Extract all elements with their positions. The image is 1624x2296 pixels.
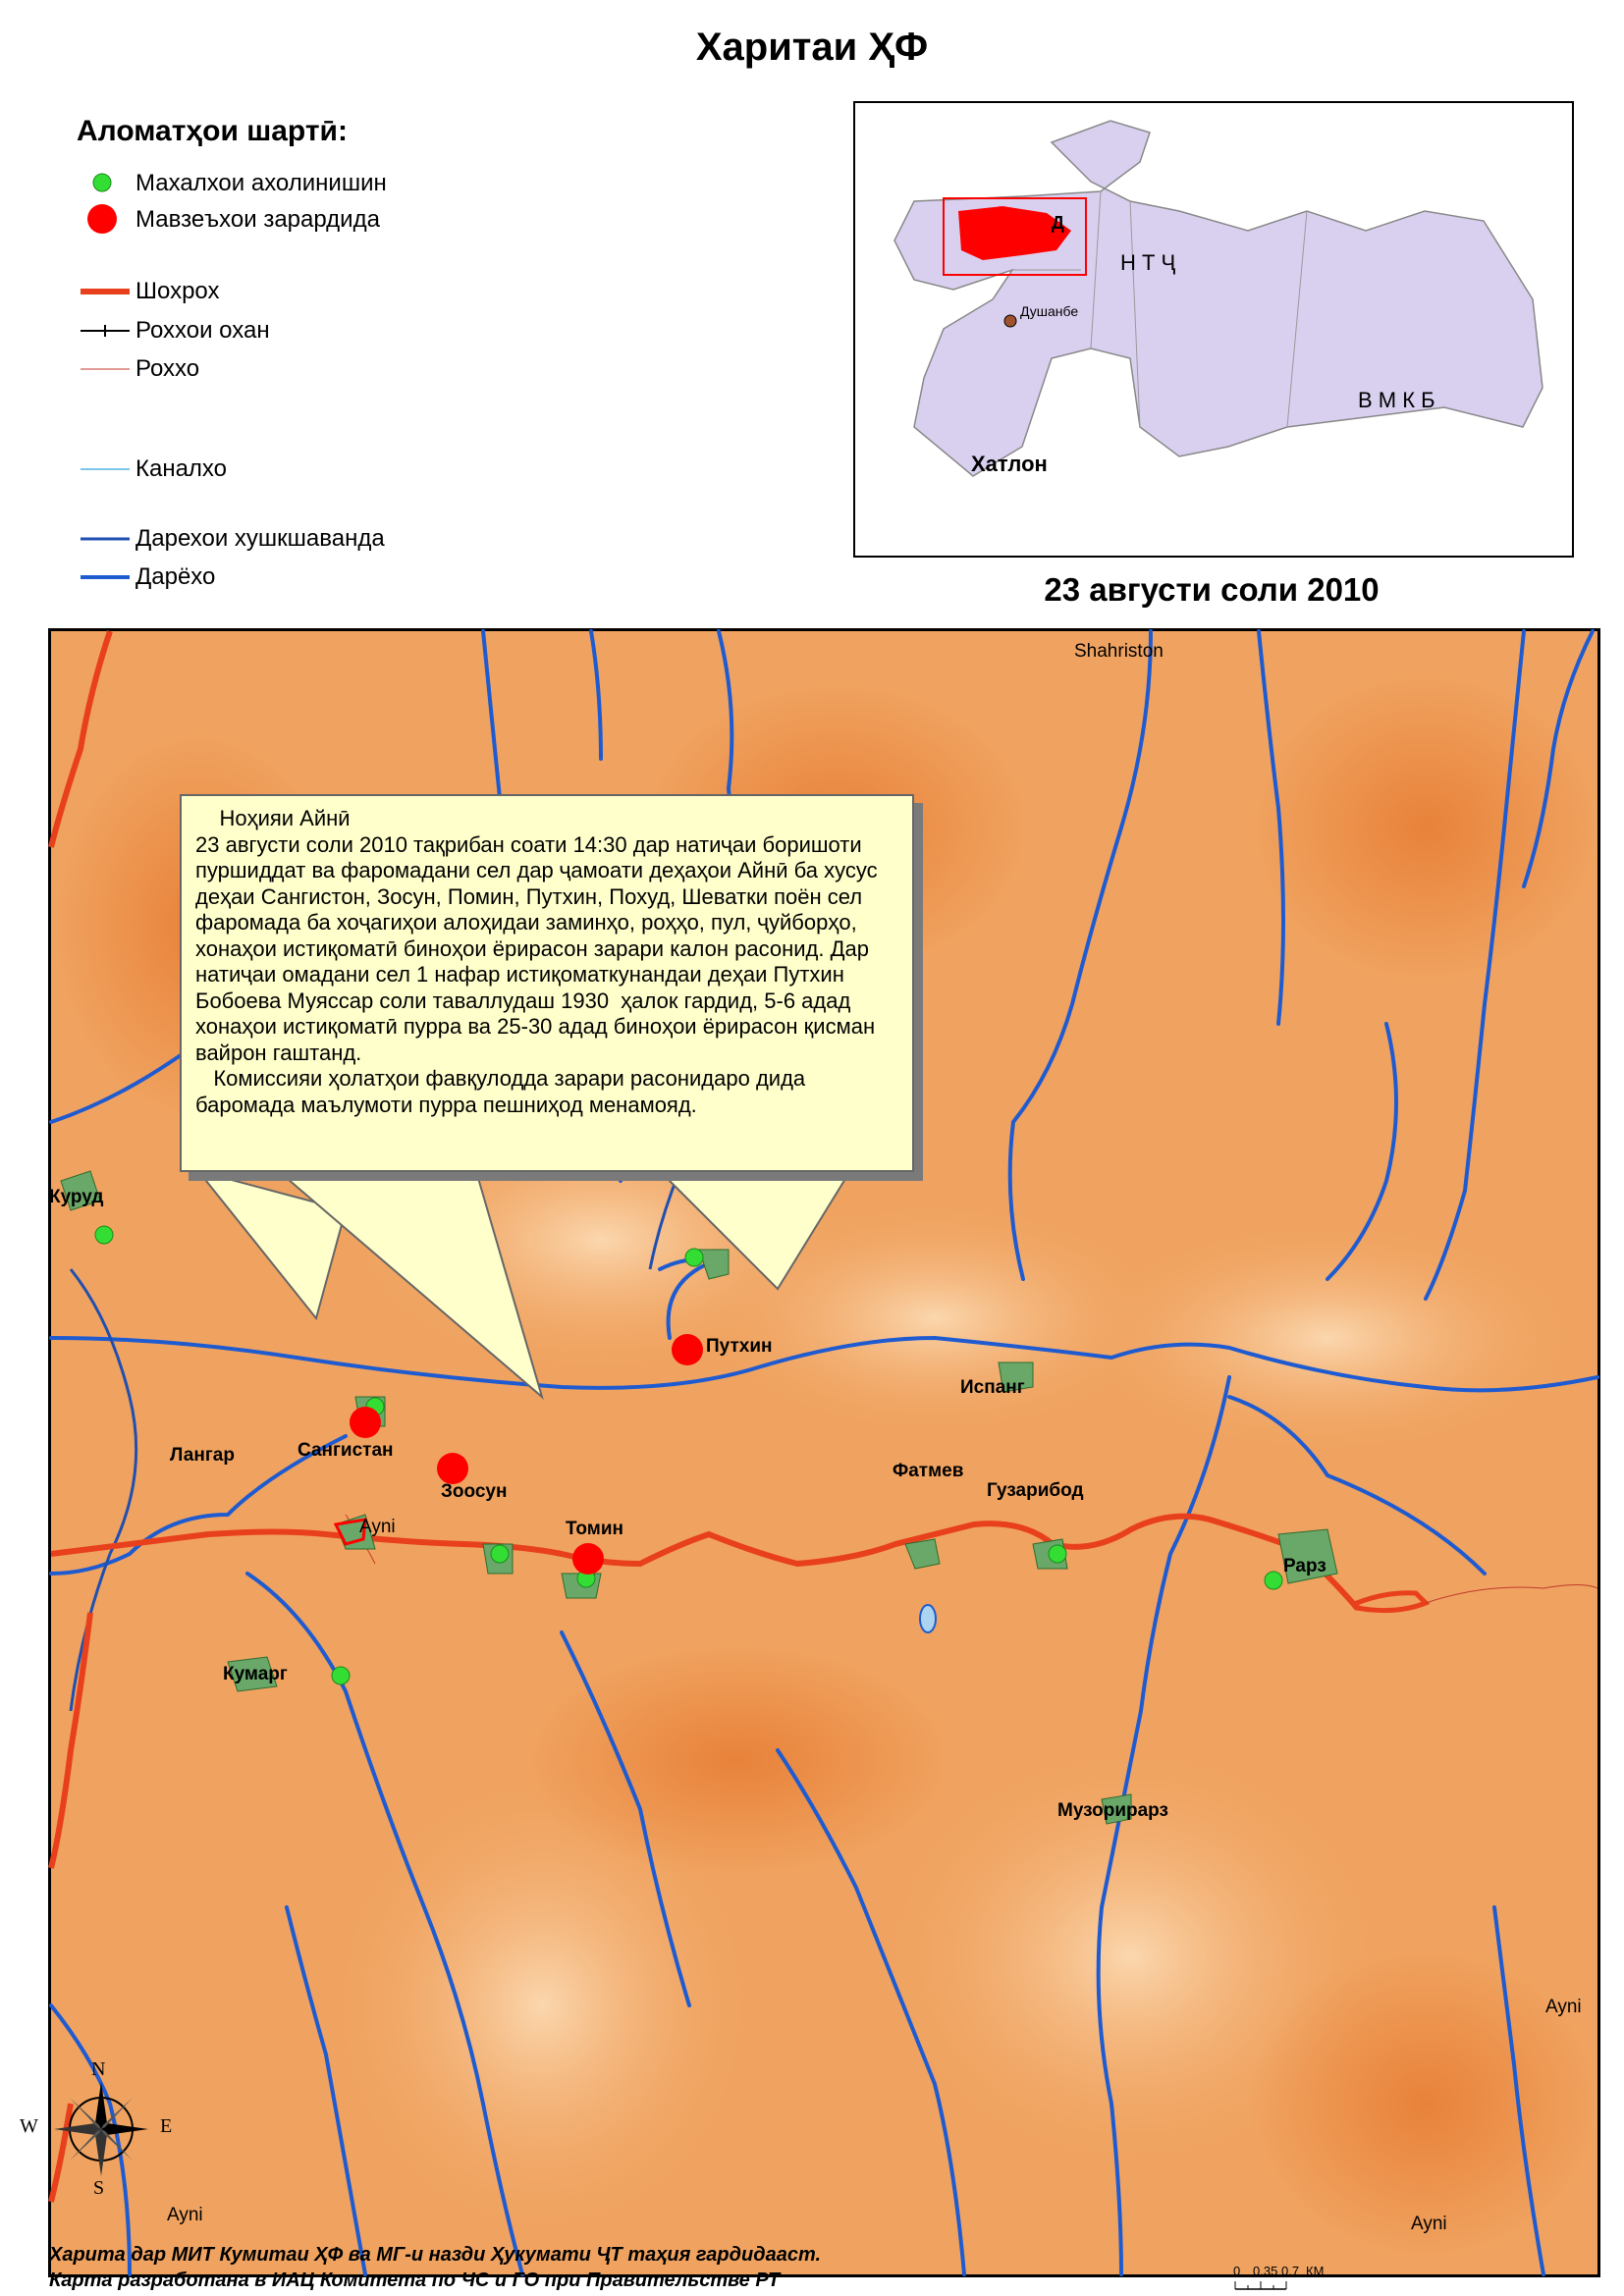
road-line-icon <box>77 354 132 384</box>
settlement-label-rarz: Рарз <box>1283 1556 1326 1576</box>
place-label-ayni: Ayni <box>167 2205 203 2225</box>
settlement-label-sangistan: Сангистан <box>298 1440 394 1461</box>
legend-title: Аломатҳои шартӣ: <box>77 115 348 147</box>
legend-label: Роххо <box>135 355 200 382</box>
scale-bar <box>1233 2277 1288 2287</box>
settlement-label-langar: Лангар <box>170 1445 235 1466</box>
scale-tick-1: 0,35 <box>1253 2264 1278 2278</box>
compass-rose-icon <box>52 2080 150 2178</box>
legend-item-highway <box>77 277 220 306</box>
compass-s: S <box>93 2177 105 2199</box>
inset-region-label: Н Т Ҷ <box>1120 250 1176 275</box>
legend-item-railway <box>77 316 270 346</box>
compass-e: E <box>160 2115 173 2137</box>
legend-label: Мавзеъхои зарардида <box>135 206 380 233</box>
highway-line-icon <box>77 277 132 306</box>
map-title: Харитаи ҲФ <box>695 26 929 69</box>
inset-map <box>853 101 1574 558</box>
legend-item-river <box>77 562 215 592</box>
place-label-shahriston: Shahriston <box>1074 641 1164 662</box>
legend-item-damaged <box>77 205 380 235</box>
inset-region-label: Д <box>1052 213 1064 233</box>
event-description-callout: Ноҳияи Айнӣ 23 августи соли 2010 тақрибан соати 14:30 дар натиҷаи боришоти пуршиддат ва фаромадани сел дар ҷамоати деҳаҳои Айнӣ ба хусус деҳаи Сангистон, Зосун, Помин, Путхин, Похуд, Шеватки поён сел фаромада ба хоҷагиҳои алоҳидаи заминҳо, роҳҳо, пул, ҷуйборҳо, хонаҳои истиқоматӣ биноҳои ёрирасон зарари калон расонид. Дар натиҷаи омадани сел 1 нафар истиқоматкунандаи деҳаи Путхин Бобоева Муяссар соли таваллудаш 1930 ҳалок гардид, 5-6 адад хонаҳои истиқоматӣ пурра ва 25-30 адад биноҳои ёрирасон қисман вайрон гаштанд. Комиссияи ҳолатҳои фавқулодда зарари расонидаро дида баромада маълумоти пурра пешниҳод менамояд. <box>180 794 914 1172</box>
seasonal-river-line-icon <box>77 524 132 554</box>
footer-line-1: Харита дар МИТ Кумитаи ҲФ ва МГ-и назди Ҳукумати ҶТ таҳия гардидааст. <box>49 2244 822 2266</box>
settlement-label-muzorirarz: Музорирарз <box>1057 1800 1168 1821</box>
legend-label: Шохрох <box>135 278 220 304</box>
red-dot-icon <box>77 205 132 235</box>
compass-n: N <box>91 2058 106 2080</box>
legend-item-road <box>77 354 199 384</box>
legend-label: Дарехои хушкшаванда <box>135 525 385 552</box>
inset-capital-label: Душанбе <box>1020 303 1079 319</box>
legend-label: Махалхои ахолинишин <box>135 170 387 196</box>
settlement-label-zoosun: Зоосун <box>441 1481 508 1502</box>
scale-bar-graphic <box>1233 2277 1288 2291</box>
inset-region-label: В М К Б <box>1358 388 1435 412</box>
legend-label: Роххои охан <box>135 317 270 344</box>
railway-line-icon <box>77 316 132 346</box>
legend-item-settlements <box>77 169 387 198</box>
scale-tick-2: 0,7 <box>1281 2264 1300 2278</box>
green-dot-icon <box>77 169 132 198</box>
place-label-ayni: Ayni <box>1545 1997 1582 2017</box>
legend-item-canal <box>77 454 227 484</box>
settlement-label-ispang: Испанг <box>960 1377 1025 1398</box>
inset-country-shape <box>855 103 1572 556</box>
place-label-ayni: Ayni <box>359 1517 396 1537</box>
settlement-label-kurud: Куруд <box>49 1187 104 1207</box>
footer-line-2: Карта разработана в ИАЦ Комитета по ЧС и ГО при Правительстве РТ <box>49 2269 781 2291</box>
river-line-icon <box>77 562 132 592</box>
main-map <box>20 628 1600 2277</box>
canal-line-icon <box>77 454 132 484</box>
settlement-label-guzaribod: Гузарибод <box>987 1480 1084 1501</box>
map-date: 23 августи соли 2010 <box>1044 571 1380 608</box>
scale-tick-0: 0 <box>1233 2264 1241 2278</box>
compass-w: W <box>20 2115 38 2137</box>
inset-region-label: Хатлон <box>971 452 1048 476</box>
legend-label: Дарёхо <box>135 563 216 590</box>
legend-item-seasonal-river <box>77 524 385 554</box>
settlement-label-tomin: Томин <box>566 1519 623 1539</box>
settlement-label-fatmev: Фатмев <box>893 1461 964 1481</box>
place-label-ayni: Ayni <box>1411 2214 1447 2234</box>
legend-label: Каналхо <box>135 455 228 482</box>
scale-unit: КМ <box>1306 2264 1325 2278</box>
settlement-label-kumarg: Кумарг <box>223 1664 288 1684</box>
settlement-label-putkhin: Путхин <box>706 1336 773 1357</box>
